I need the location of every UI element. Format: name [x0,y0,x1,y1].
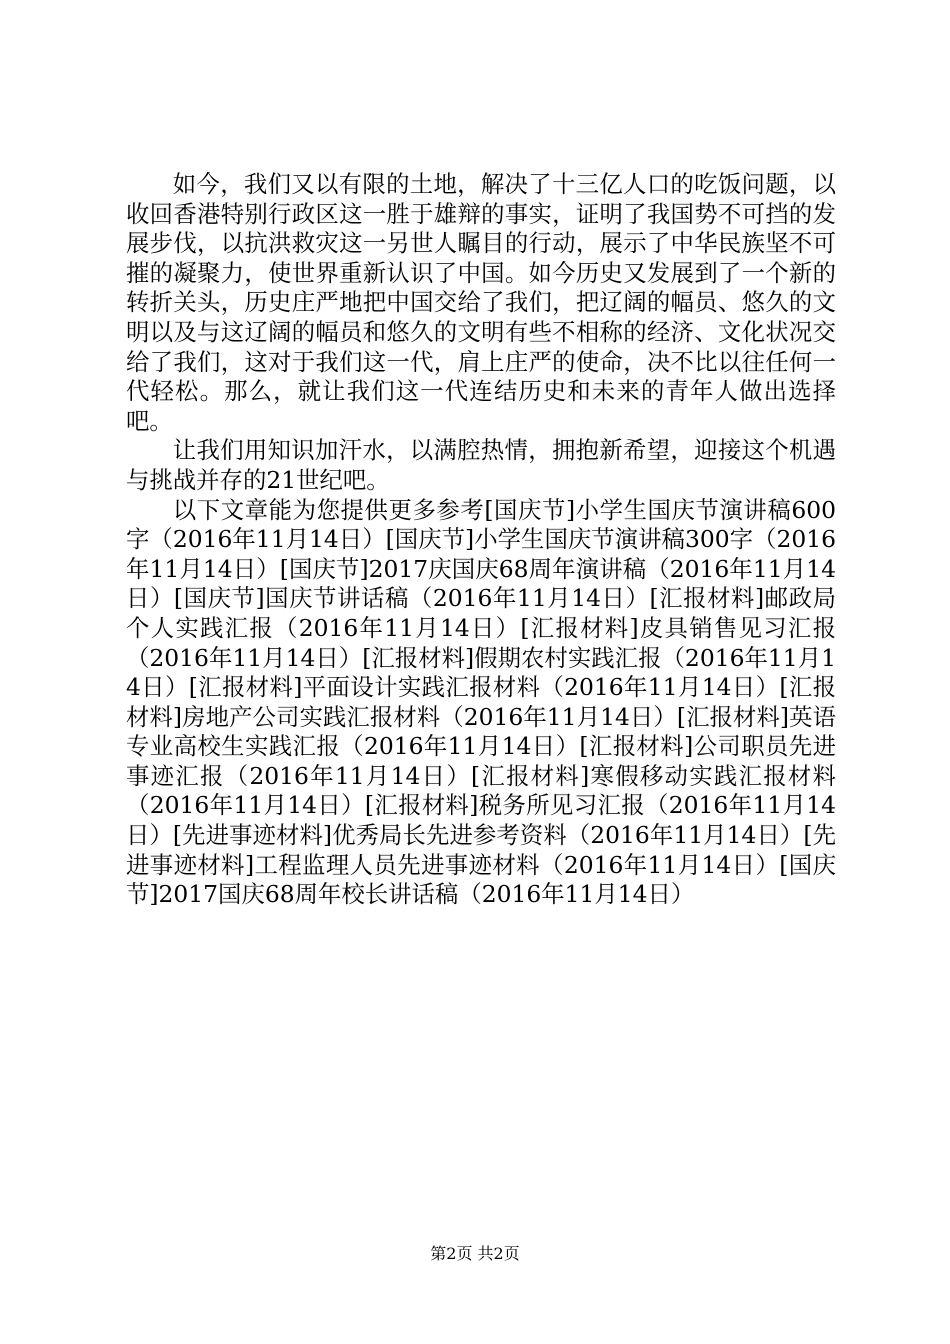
page-footer: 第2页 共2页 [430,1244,520,1263]
document-body [126,170,836,910]
paragraph-related-articles: 以下文章能为您提供更多参考[国庆节]小学生国庆节演讲稿600字（2016年11月14日）[国庆节]小学生国庆节演讲稿300字（2016年11月14日）[国庆节]2017庆国庆68周年演讲稿（2016年11月14日）[国庆节]国庆节讲话稿（2016年11月14日）[汇报材料]邮政局个人实践汇报（2016年11月14日）[汇报材料]皮具销售见习汇报（2016年11月14日）[汇报材料]假期农村实践汇报（2016年11月14日）[汇报材料]平面设计实践汇报材料（2016年11月14日）[汇报材料]房地产公司实践汇报材料（2016年11月14日）[汇报材料]英语专业高校生实践汇报（2016年11月14日）[汇报材料]公司职员先进事迹汇报（2016年11月14日）[汇报材料]寒假移动实践汇报材料（2016年11月14日）[汇报材料]税务所见习汇报（2016年11月14日）[先进事迹材料]优秀局长先进参考资料（2016年11月14日）[先进事迹材料]工程监理人员先进事迹材料（2016年11月14日）[国庆节]2017国庆68周年校长讲话稿（2016年11月14日） [126,495,836,909]
paragraph-history: 如今，我们又以有限的土地，解决了十三亿人口的吃饭问题，以收回香港特别行政区这一胜于雄辩的事实，证明了我国势不可挡的发展步伐，以抗洪救灾这一另世人瞩目的行动，展示了中华民族坚不可摧的凝聚力，使世界重新认识了中国。如今历史又发展到了一个新的转折关头，历史庄严地把中国交给了我们，把辽阔的幅员、悠久的文明以及与这辽阔的幅员和悠久的文明有些不相称的经济、文化状况交给了我们，这对于我们这一代，肩上庄严的使命，决不比以往任何一代轻松。那么，就让我们这一代连结历史和未来的青年人做出选择吧。 [126,170,836,435]
paragraph-21st-century: 让我们用知识加汗水，以满腔热情，拥抱新希望，迎接这个机遇与挑战并存的21世纪吧。 [126,436,836,494]
